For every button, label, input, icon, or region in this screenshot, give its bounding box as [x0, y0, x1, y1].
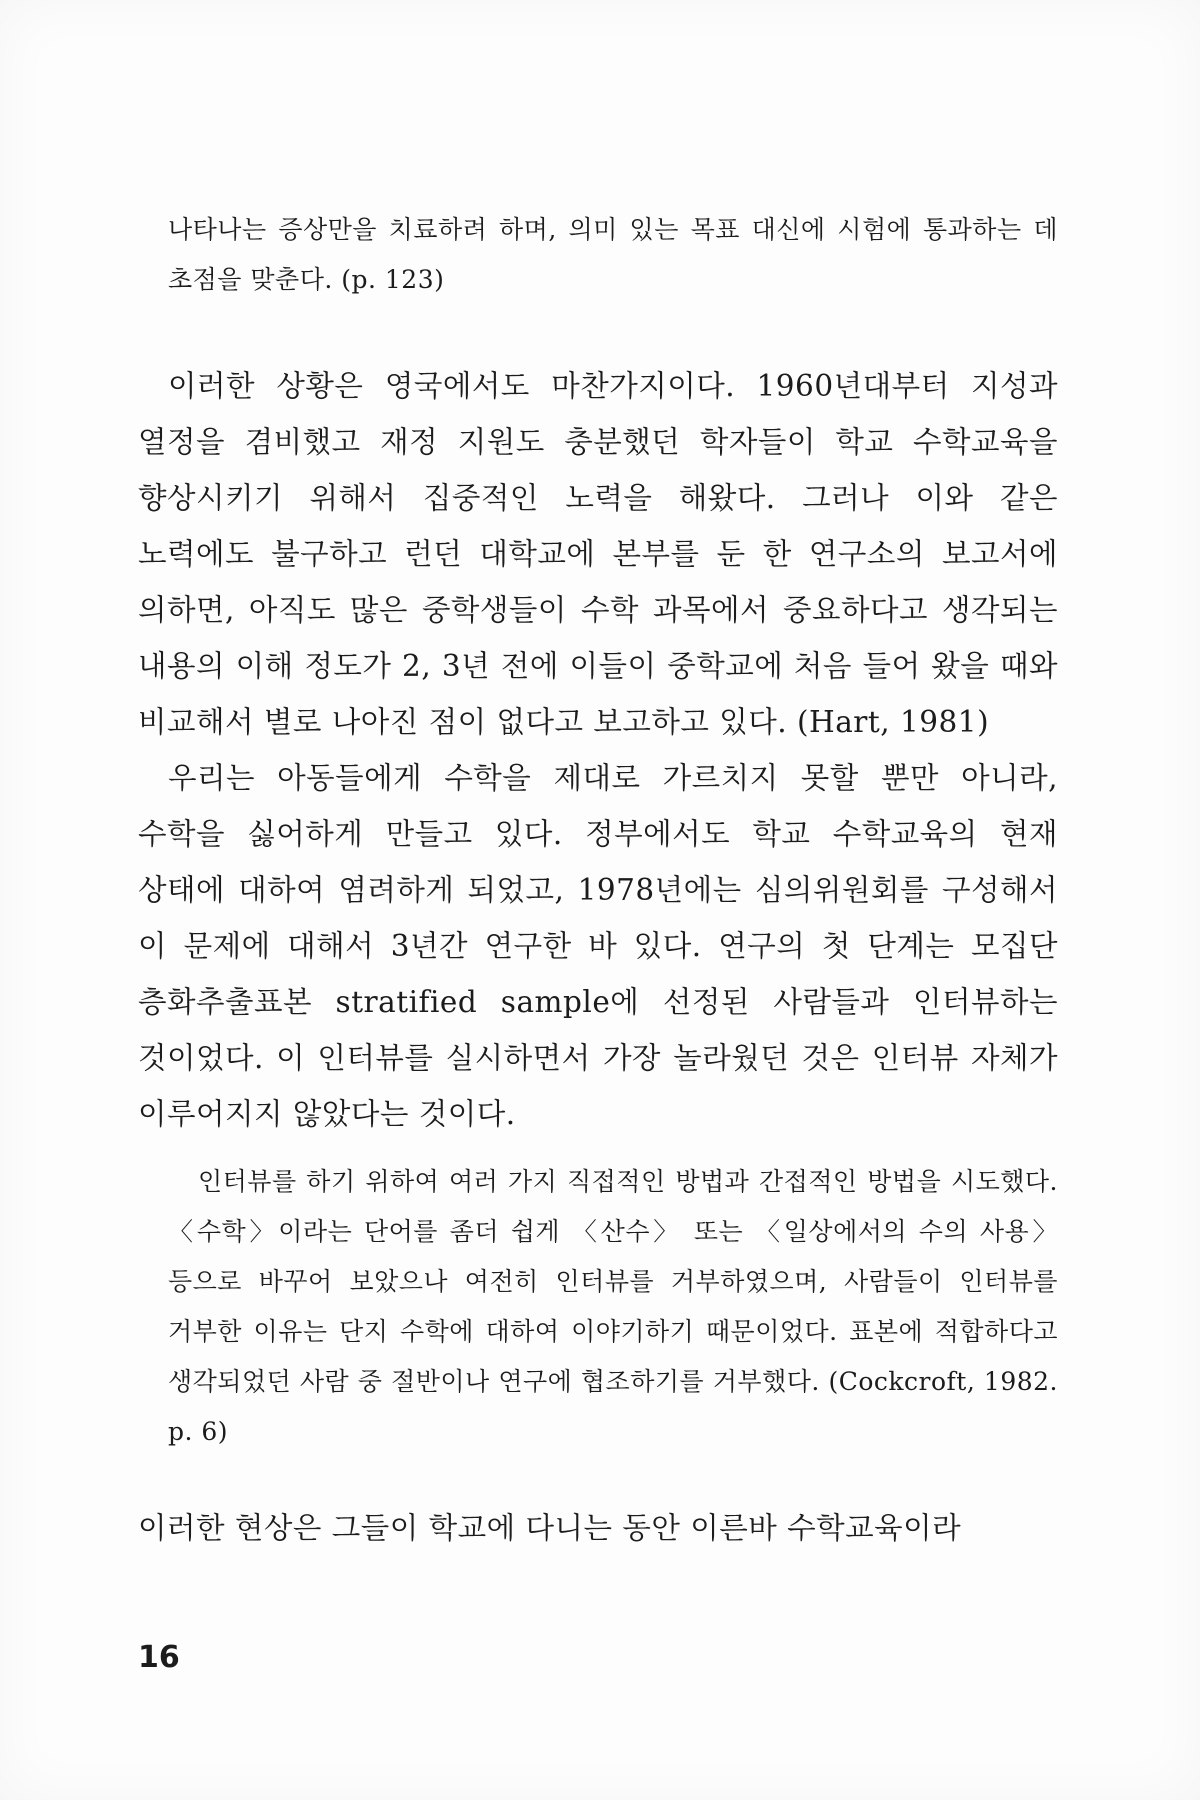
body-paragraph-2: 우리는 아동들에게 수학을 제대로 가르치지 못할 뿐만 아니라, 수학을 싫어하게 만들고 있다. 정부에서도 학교 수학교육의 현재 상태에 대하여 염려하게 되었고, 1978년에는 심의위원회를 구성해서 이 문제에 대해서 3년간 연구한 바 있다. 연구의 첫 단계는 모집단 층화추출표본 stratified sample에 선정된 사람들과 인터뷰하는 것이었다. 이 인터뷰를 실시하면서 가장 놀라웠던 것은 인터뷰 자체가 이루어지지 않았다는 것이다. — [138, 761, 1058, 1131]
block-quote-top: 나타나는 증상만을 치료하려 하며, 의미 있는 목표 대신에 시험에 통과하는 데 초점을 맞춘다. (p. 123) — [168, 215, 1058, 294]
body-paragraph-1: 이러한 상황은 영국에서도 마찬가지이다. 1960년대부터 지성과 열정을 겸비했고 재정 지원도 충분했던 학자들이 학교 수학교육을 향상시키기 위해서 집중적인 노력을 해왔다. 그러나 이와 같은 노력에도 불구하고 런던 대학교에 본부를 둔 한 연구소의 보고서에 의하면, 아직도 많은 중학생들이 수학 과목에서 중요하다고 생각되는 내용의 이해 정도가 2, 3년 전에 이들이 중학교에 처음 들어 왔을 때와 비교해서 별로 나아진 점이 없다고 보고하고 있다. (Hart, 1981) — [138, 369, 1058, 739]
body-paragraph-3: 이러한 현상은 그들이 학교에 다니는 동안 이른바 수학교육이라 — [138, 1511, 962, 1545]
block-quote-bottom: 인터뷰를 하기 위하여 여러 가지 직접적인 방법과 간접적인 방법을 시도했다. 〈수학〉이라는 단어를 좀더 쉽게 〈산수〉 또는 〈일상에서의 수의 사용〉 등으로 바꾸어 보았으나 여전히 인터뷰를 거부하였으며, 사람들이 인터뷰를 거부한 이유는 단지 수학에 대하여 이야기하기 때문이었다. 표본에 적합하다고 생각되었던 사람 중 절반이나 연구에 협조하기를 거부했다. (Cockcroft, 1982. p. 6) — [168, 1167, 1058, 1446]
page-number: 16 — [138, 1640, 180, 1675]
